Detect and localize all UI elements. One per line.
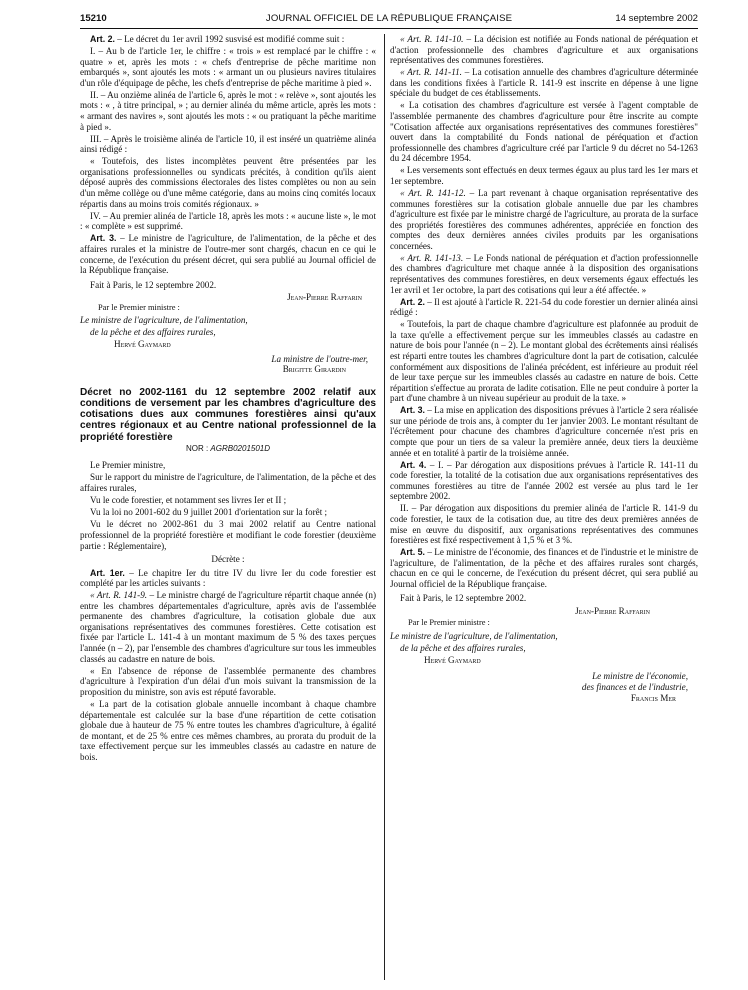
signature-par-pm: Par le Premier ministre : (98, 303, 180, 313)
visa-decret: Vu le décret no 2002-861 du 3 mai 2002 relatif au Centre national professionnel de la propriété forestière et modifiant le code forestier (deuxième partie : Réglementaire), (80, 519, 376, 551)
article-r141-11-p3: « Les versements sont effectués en deux termes égaux au plus tard les 1er mars et 1er septembre. (390, 165, 698, 186)
page-number: 15210 (80, 13, 107, 24)
article-r141-11-p2: « La cotisation des chambres d'agriculture est versée à l'agent comptable de l'assemblée permanente des chambres d'agriculture pour être inscrite au compte "Cotisation affectée aux organisations représentatives des communes forestières" ouvert dans la comptabilité du Fonds national de péréquation et d'action professionnelle des chambres d'agriculture créé par l'article 9 du décret no 54-1263 du 24 décembre 1954. (390, 100, 698, 164)
nor-reference: NOR : AGRB0201501D (185, 443, 271, 453)
signature-min-eco-title-1: Le ministre de l'économie, (592, 671, 688, 682)
signature-min-agri-title-2: de la pêche et des affaires rurales, (90, 326, 216, 337)
article-4-point-ii: II. – Par dérogation aux dispositions du premier alinéa de l'article R. 141-9 du code forestier, le taux de la cotisation due, au titre des deux premières années de mise en œuvre du dispositif, aux organisations représentatives des communes forestières est fixé respectivement à 1,5 % et 3 %. (390, 503, 698, 546)
article-r141-9: « Art. R. 141-9. – Le ministre chargé de l'agriculture répartit chaque année (n) entre les chambres départementales d'agriculture, après avis de l'assemblée permanente des chambres d'agriculture, la cotisation globale due aux organisations représentatives des communes forestières. Cette cotisation est fixée par l'article L. 141-4 à un montant maximum de 5 % des taxes perçues l'année (n – 2), par l'ensemble des chambres d'agriculture sur tous les immeubles classés au cadastre en nature de bois. (80, 590, 377, 664)
signature-min-agri-name: Hervé Gaymard (114, 339, 171, 350)
article-r141-13: « Art. R. 141-13. – Le Fonds national de péréquation et d'action professionnelle des chambres d'agriculture met chaque année à la disposition des organisations représentatives des communes forestières, en deux versements égaux effectués les 1er avril et 1er octobre, la part des cotisations qui leur a été affectée. » (390, 252, 698, 295)
article-1: Art. 1er. – Le chapitre Ier du titre IV du livre Ier du code forestier est complété par les articles suivants : (80, 567, 376, 589)
issue-date: 14 septembre 2002 (615, 13, 698, 24)
article-5: Art. 5. – Le ministre de l'économie, des finances et de l'industrie et le ministre de l'agriculture, de l'alimentation, de la pêche et des affaires rurales sont chargés, chacun en ce qui le concerne, de l'exécution du présent décret, qui sera publié au Journal officiel de la République française. (390, 547, 698, 589)
visa-loi: Vu la loi no 2001-602 du 9 juillet 2001 d'orientation sur la forêt ; (90, 507, 328, 518)
article-2-quote: « Toutefois, des listes incomplètes peuvent être présentées par les organisations professionnelles ou syndicats précités, à condition qu'ils aient déposé auprès des commissions électorales des listes complètes ou non au sein d'un même collège ou d'une même catégorie, dans au moins cinq comités locaux répartis dans au moins trois comités régionaux. » (80, 156, 376, 209)
article-2-point-ii: II. – Au onzième alinéa de l'article 6, après le mot : « relève », sont ajoutés les mots : « , à titre principal, » ; au dernier alinéa du même article, après les mots : « armant des navires », sont ajoutés les mots : « ou pratiquant la pêche maritime à pied ». (80, 89, 376, 132)
signature-min-agri-title-2: de la pêche et des affaires rurales, (400, 642, 526, 653)
signature-min-agri-name: Hervé Gaymard (424, 654, 481, 665)
signature-min-agri-title-1: Le ministre de l'agriculture, de l'alimentation, (390, 630, 558, 641)
article-r141-10: « Art. R. 141-10. – La décision est notifiée au Fonds national de péréquation et d'action professionnelle des chambres d'agriculture et aux organisations représentatives des communes forestières. (390, 34, 698, 66)
article-2: Art. 2. – Il est ajouté à l'article R. 221-54 du code forestier un dernier alinéa ainsi rédigé : (390, 296, 698, 318)
signature-place-date: Fait à Paris, le 12 septembre 2002. (90, 279, 217, 290)
article-2-point-i: I. – Au b de l'article 1er, le chiffre : « trois » est remplacé par le chiffre : « quatre » et, après les mots : « chefs d'entreprise de pêche maritime non embarqués », sont ajoutés les mots : « armant un ou plusieurs navires titulaires d'un rôle d'équipage de pêche, les chefs d'entreprise de pêche maritime à pied ». (80, 46, 376, 88)
signature-pm-name: Jean-Pierre Raffarin (575, 605, 650, 616)
signature-pm-name: Jean-Pierre Raffarin (287, 291, 362, 302)
right-column (390, 34, 698, 984)
signature-min-om-title: La ministre de l'outre-mer, (271, 353, 368, 364)
decrete: Décrète : (211, 554, 245, 565)
decree-title: Décret no 2002-1161 du 12 septembre 2002 relatif aux conditions de versement par les chambres d'agriculture des cotisations dues aux communes forestières ainsi qu'aux centres régionaux et au Centre national professionnel de la propriété forestière (80, 386, 376, 443)
visa-code-forestier: Vu le code forestier, et notamment ses livres Ier et II ; (90, 495, 287, 506)
header-rule (80, 28, 698, 29)
signature-par-pm: Par le Premier ministre : (408, 618, 490, 628)
signature-min-om-name: Brigitte Girardin (282, 364, 346, 375)
visa-pm: Le Premier ministre, (90, 460, 166, 471)
signature-min-agri-title-1: Le ministre de l'agriculture, de l'alimentation, (80, 314, 248, 325)
article-2-point-iv: IV. – Au premier alinéa de l'article 18, après les mots : « aucune liste », le mot : « complète » est supprimé. (80, 210, 376, 232)
signature-place-date: Fait à Paris, le 12 septembre 2002. (400, 593, 527, 604)
article-r141-11: « Art. R. 141-11. – La cotisation annuelle des chambres d'agriculture déterminée dans les conditions fixées à l'article R. 141-9 est inscrite en dépense à une ligne spéciale du budget de ces établissements. (390, 67, 698, 99)
article-2-quote: « Toutefois, la part de chaque chambre d'agriculture est plafonnée au produit de la taxe qu'elle a effectivement perçue sur les immeubles classés au cadastre en nature de bois pour l'année (n – 2). Le montant global des écrêtements ainsi réalisés est réparti entre toutes les chambres d'agriculture dont la part de cotisation, calculée conformément aux dispositions de l'alinéa précédent, est inférieure au produit réel de leur taxe perçue sur les immeubles classés au cadastre en nature de bois. Cette répartition s'effectue au prorata de ladite cotisation. Elle ne peut conduire à porter la part d'une chambre à un niveau supérieur au produit de la taxe. » (390, 319, 698, 404)
article-4: Art. 4. – I. – Par dérogation aux dispositions prévues à l'article R. 141-11 du code forestier, la totalité de la cotisation due aux organisations représentatives des communes forestières au titre de l'année 2002 est versée au plus tard le 1er septembre 2002. (390, 459, 698, 502)
article-r141-9-p2: « En l'absence de réponse de l'assemblée permanente des chambres d'agriculture à l'expiration d'un délai d'un mois suivant la transmission de la proposition du ministre, son avis est réputé favorable. (80, 665, 376, 697)
article-r141-9-p3: « La part de la cotisation globale annuelle incombant à chaque chambre départementale est calculée sur la base d'une répartition de cette cotisation globale due à hauteur de 75 % entre toutes les chambres d'agriculture, à égalité de montant, et de 25 % entre ces mêmes chambres, au prorata du produit de la taxe effectivement perçue sur les immeubles classés au cadastre en nature de bois. (80, 698, 376, 762)
article-2-point-iii: III. – Après le troisième alinéa de l'article 10, il est inséré un quatrième alinéa ainsi rédigé : (80, 133, 376, 155)
signature-min-eco-name: Francis Mer (630, 692, 676, 703)
article-r141-12: « Art. R. 141-12. – La part revenant à chaque organisation représentative des communes forestières sur la cotisation globale annuelle due par les chambres d'agriculture est fixée par le ministre chargé de l'agriculture, au prorata de la surface des propriétés forestières des communes adhérentes, appréciée en fonction des comptes des deux dernières années civiles produits par les organisations concernées. (390, 188, 699, 251)
journal-title: JOURNAL OFFICIEL DE LA RÉPUBLIQUE FRANÇAISE (265, 13, 513, 24)
article-2-intro: Art. 2. – Le décret du 1er avril 1992 susvisé est modifié comme suit : (90, 34, 345, 44)
columns (80, 34, 698, 984)
page-header (80, 10, 698, 26)
visa-rapport: Sur le rapport du ministre de l'agriculture, de l'alimentation, de la pêche et des affaires rurales, (80, 472, 376, 493)
signature-min-eco-title-2: des finances et de l'industrie, (581, 682, 688, 693)
article-3: Art. 3. – La mise en application des dispositions prévues à l'article 2 sera réalisée sur une période de trois ans, à compter du 1er janvier 2003. Le montant résultant de l'écrêtement pour chacune des chambres d'agriculture concernée n'est pris en compte que pour un tiers de sa valeur la première année, deux tiers la deuxième année et en totalité à partir de la troisième année. (390, 405, 698, 458)
left-column (80, 34, 376, 984)
article-3: Art. 3. – Le ministre de l'agriculture, de l'alimentation, de la pêche et des affaires rurales et la ministre de l'outre-mer sont chargés, chacun en ce qui le concerne, de l'exécution du présent décret, qui sera publié au Journal officiel de la République française. (80, 233, 376, 276)
